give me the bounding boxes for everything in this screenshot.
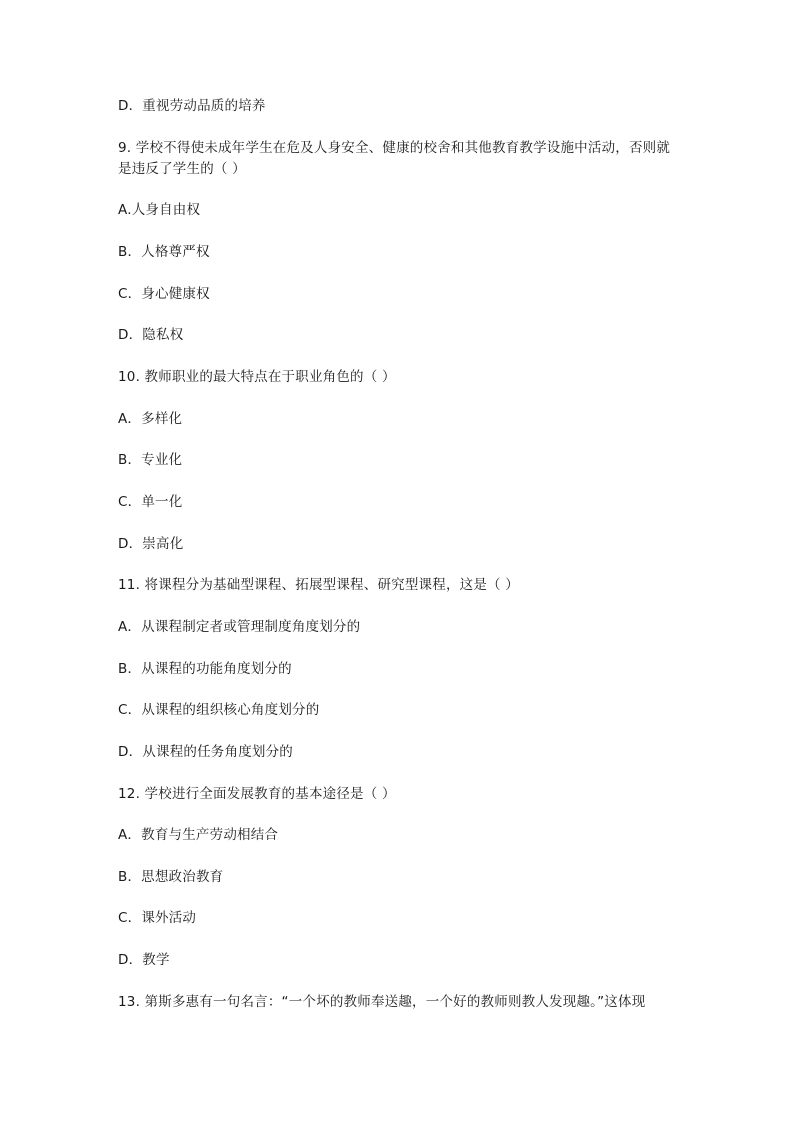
q11-option-c: C．从课程的组织核心角度划分的 (118, 702, 320, 718)
q12-option-a: A．教育与生产劳动相结合 (118, 827, 279, 843)
q11-stem: 11. 将课程分为基础型课程、拓展型课程、研究型课程，这是（ ） (118, 577, 519, 593)
q12-stem: 12. 学校进行全面发展教育的基本途径是（ ） (118, 786, 396, 802)
q9-option-d: D．隐私权 (118, 327, 184, 343)
q10-option-c: C．单一化 (118, 494, 183, 510)
q9-option-c: C．身心健康权 (118, 286, 210, 302)
q11-option-d: D．从课程的任务角度划分的 (118, 744, 293, 760)
q10-stem: 10. 教师职业的最大特点在于职业角色的（ ） (118, 369, 396, 385)
q12-option-d: D．教学 (118, 952, 170, 968)
q11-option-b: B．从课程的功能角度划分的 (118, 661, 292, 677)
q10-option-a: A．多样化 (118, 411, 183, 427)
q10-option-b: B．专业化 (118, 452, 183, 468)
q12-option-c: C．课外活动 (118, 910, 197, 926)
q10-option-d: D．崇高化 (118, 536, 184, 552)
q9-option-a: A.人身自由权 (118, 202, 201, 218)
q11-option-a: A．从课程制定者或管理制度角度划分的 (118, 619, 361, 635)
q9-stem: 9. 学校不得使未成年学生在危及人身安全、健康的校舍和其他教育教学设施中活动，否则就是违反了学生的（ ） (118, 140, 671, 177)
q9-option-b: B．人格尊严权 (118, 244, 210, 260)
q12-option-b: B．思想政治教育 (118, 869, 224, 885)
q8-option-d: D．重视劳动品质的培养 (118, 98, 266, 114)
q13-stem: 13. 第斯多惠有一句名言：“一个坏的教师奉送趣，一个好的教师则教人发现趣。”这体现 (118, 994, 646, 1010)
